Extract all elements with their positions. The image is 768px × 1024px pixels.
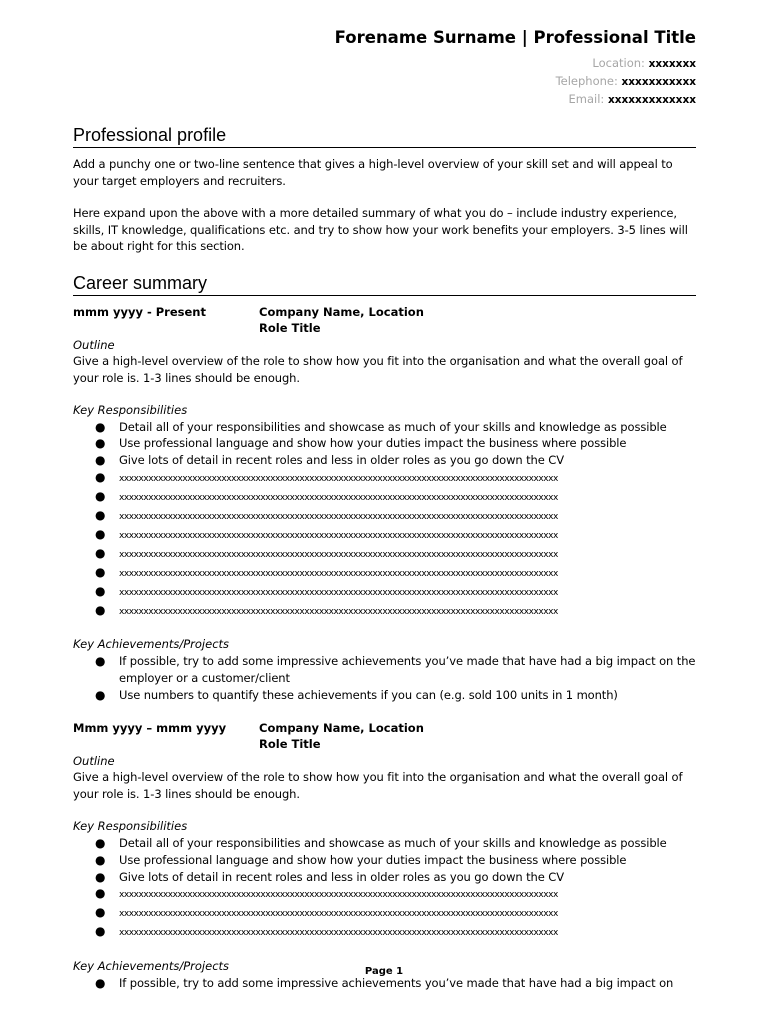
location-value: xxxxxxx	[648, 58, 696, 70]
role-1-outline-label: Outline	[73, 337, 115, 352]
list-item-text: xxxxxxxxxxxxxxxxxxxxxxxxxxxxxxxxxxxxxxxxxxxxxxxxxxxxxxxxxxxxxxxxxxxxxxxxxxxxxxxxxxxxxxxxxx	[119, 606, 558, 617]
list-item-text: xxxxxxxxxxxxxxxxxxxxxxxxxxxxxxxxxxxxxxxxxxxxxxxxxxxxxxxxxxxxxxxxxxxxxxxxxxxxxxxxxxxxxxxxxx	[119, 568, 558, 579]
list-item-text: xxxxxxxxxxxxxxxxxxxxxxxxxxxxxxxxxxxxxxxxxxxxxxxxxxxxxxxxxxxxxxxxxxxxxxxxxxxxxxxxxxxxxxxxxx	[119, 512, 558, 523]
list-item	[73, 488, 696, 507]
email-value: xxxxxxxxxxxxx	[607, 94, 696, 106]
list-item-text: Give lots of detail in recent roles and less in older roles as you go down the CV	[119, 453, 564, 468]
role-1-achievements-list	[73, 653, 696, 704]
bullet-icon: ●	[95, 905, 106, 920]
bullet-icon: ●	[95, 419, 106, 434]
role-1-header	[73, 304, 696, 337]
bullet-icon: ●	[95, 508, 106, 523]
list-item-text: Use numbers to quantify these achievements if you can (e.g. sold 100 units in 1 month)	[119, 687, 618, 702]
list-item-text: Use professional language and show how your duties impact the business where possible	[119, 852, 627, 867]
profile-summary: Add a punchy one or two-line sentence that gives a high-level overview of your skill set and will appeal to your target employers and recruiters.	[73, 157, 673, 188]
list-item	[73, 653, 696, 687]
list-item-text: Detail all of your responsibilities and showcase as much of your skills and knowledge as possible	[119, 419, 667, 434]
role-2-dates: Mmm yyyy – mmm yyyy	[73, 720, 227, 735]
list-item	[73, 975, 696, 992]
list-item-text: Use professional language and show how your duties impact the business where possible	[119, 436, 627, 451]
list-item	[73, 904, 696, 923]
location-label: Location:	[592, 56, 645, 70]
bullet-icon: ●	[95, 489, 106, 504]
list-item-text: xxxxxxxxxxxxxxxxxxxxxxxxxxxxxxxxxxxxxxxxxxxxxxxxxxxxxxxxxxxxxxxxxxxxxxxxxxxxxxxxxxxxxxxxxx	[119, 928, 558, 939]
profile-detail: Here expand upon the above with a more detailed summary of what you do – include industry experience, skills, IT knowledge, qualifications etc. and try to show how your work benefits your employers. 3-5 lines will be about right for this section.	[73, 206, 688, 253]
list-item	[73, 835, 696, 852]
list-item-text: Detail all of your responsibilities and showcase as much of your skills and knowledge as possible	[119, 835, 667, 850]
role-2-company: Company Name, Location	[259, 720, 424, 735]
list-item	[73, 583, 696, 602]
bullet-icon: ●	[95, 564, 106, 579]
role-1-company-block	[259, 304, 696, 337]
bullet-icon: ●	[95, 852, 106, 867]
email-line	[73, 91, 696, 109]
list-item-text: xxxxxxxxxxxxxxxxxxxxxxxxxxxxxxxxxxxxxxxxxxxxxxxxxxxxxxxxxxxxxxxxxxxxxxxxxxxxxxxxxxxxxxxxxx	[119, 474, 558, 485]
bullet-icon: ●	[95, 470, 106, 485]
list-item-text: xxxxxxxxxxxxxxxxxxxxxxxxxxxxxxxxxxxxxxxxxxxxxxxxxxxxxxxxxxxxxxxxxxxxxxxxxxxxxxxxxxxxxxxxxx	[119, 890, 558, 901]
list-item	[73, 452, 696, 469]
role-2-outline-label: Outline	[73, 753, 115, 768]
bullet-icon: ●	[95, 687, 106, 702]
bullet-icon: ●	[95, 436, 106, 451]
location-line	[73, 55, 696, 73]
bullet-icon: ●	[95, 886, 106, 901]
list-item	[73, 602, 696, 621]
list-item	[73, 885, 696, 904]
list-item-text: xxxxxxxxxxxxxxxxxxxxxxxxxxxxxxxxxxxxxxxxxxxxxxxxxxxxxxxxxxxxxxxxxxxxxxxxxxxxxxxxxxxxxxxxxx	[119, 493, 558, 504]
bullet-icon: ●	[95, 545, 106, 560]
role-1-achievements-label: Key Achievements/Projects	[73, 637, 230, 652]
list-item-text: xxxxxxxxxxxxxxxxxxxxxxxxxxxxxxxxxxxxxxxxxxxxxxxxxxxxxxxxxxxxxxxxxxxxxxxxxxxxxxxxxxxxxxxxxx	[119, 587, 558, 598]
bullet-icon: ●	[95, 453, 106, 468]
list-item-text: xxxxxxxxxxxxxxxxxxxxxxxxxxxxxxxxxxxxxxxxxxxxxxxxxxxxxxxxxxxxxxxxxxxxxxxxxxxxxxxxxxxxxxxxxx	[119, 909, 558, 920]
telephone-value: xxxxxxxxxxx	[621, 76, 696, 88]
bullet-icon: ●	[95, 835, 106, 850]
bullet-icon: ●	[95, 526, 106, 541]
bullet-icon: ●	[95, 869, 106, 884]
profile-heading: Professional profile	[73, 124, 696, 148]
list-item-text: If possible, try to add some impressive achievements you’ve made that have had a big impact on the employer or a customer/client	[119, 653, 696, 685]
bullet-icon: ●	[95, 975, 106, 990]
bullet-icon: ●	[95, 653, 106, 668]
role-2-responsibilities-label: Key Responsibilities	[73, 819, 188, 834]
page-number: Page 1	[364, 966, 404, 977]
role-2-title: Role Title	[259, 737, 321, 752]
role-1-responsibilities-label: Key Responsibilities	[73, 403, 188, 417]
list-item	[73, 852, 696, 869]
bullet-icon: ●	[95, 602, 106, 617]
list-item	[73, 419, 696, 436]
email-label: Email:	[568, 92, 605, 106]
role-1-outline-text: Give a high-level overview of the role to show how you fit into the organisation and what the overall goal of your role is. 1-3 lines should be enough.	[73, 354, 683, 385]
cv-page	[73, 0, 696, 992]
role-1-title: Role Title	[259, 321, 321, 335]
role-2-achievements-label: Key Achievements/Projects	[73, 959, 230, 974]
list-item	[73, 526, 696, 545]
role-2-achievements-list	[73, 975, 696, 992]
role-1-responsibilities-list	[73, 419, 696, 621]
telephone-line	[73, 73, 696, 91]
list-item-text: xxxxxxxxxxxxxxxxxxxxxxxxxxxxxxxxxxxxxxxxxxxxxxxxxxxxxxxxxxxxxxxxxxxxxxxxxxxxxxxxxxxxxxxxxx	[119, 549, 558, 560]
list-item-text: xxxxxxxxxxxxxxxxxxxxxxxxxxxxxxxxxxxxxxxxxxxxxxxxxxxxxxxxxxxxxxxxxxxxxxxxxxxxxxxxxxxxxxxxxx	[119, 530, 558, 541]
bullet-icon: ●	[95, 583, 106, 598]
role-1-company: Company Name, Location	[259, 304, 424, 319]
list-item	[73, 869, 696, 886]
candidate-name-title: Forename Surname | Professional Title	[334, 28, 696, 47]
telephone-label: Telephone:	[555, 74, 618, 88]
list-item-text: Give lots of detail in recent roles and less in older roles as you go down the CV	[119, 869, 564, 884]
list-item	[73, 469, 696, 488]
list-item	[73, 923, 696, 942]
role-2-header	[73, 720, 696, 753]
list-item	[73, 545, 696, 564]
list-item	[73, 564, 696, 583]
bullet-icon: ●	[95, 924, 106, 939]
role-2-responsibilities-list	[73, 835, 696, 942]
list-item-text: If possible, try to add some impressive achievements you’ve made that have had a big impact on	[119, 975, 674, 990]
list-item	[73, 507, 696, 526]
cv-header	[73, 0, 696, 109]
career-heading: Career summary	[73, 272, 696, 296]
role-2-company-block	[259, 720, 696, 753]
role-1-dates: mmm yyyy - Present	[73, 304, 206, 319]
role-2-outline-text: Give a high-level overview of the role to show how you fit into the organisation and what the overall goal of your role is. 1-3 lines should be enough.	[73, 770, 683, 801]
list-item	[73, 435, 696, 452]
list-item	[73, 687, 696, 704]
